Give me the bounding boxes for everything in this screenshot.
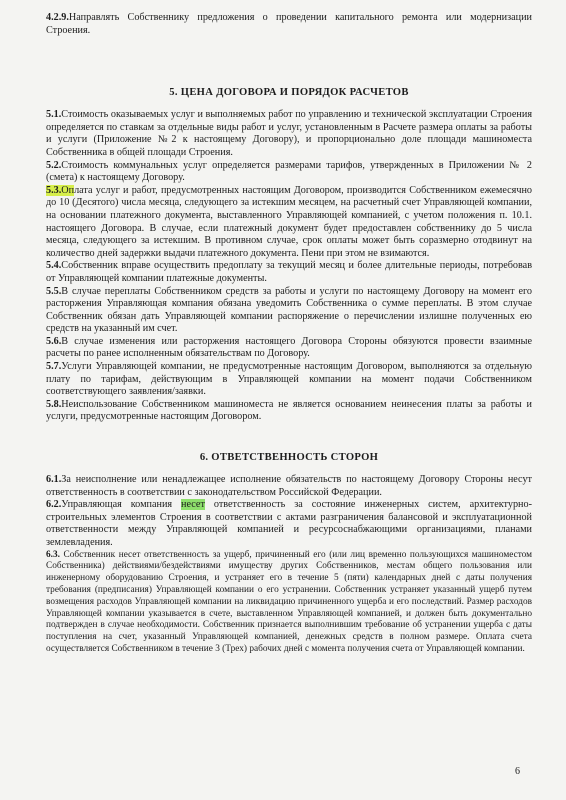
clause-number: 5.7. (46, 361, 62, 373)
clause-5-2 (46, 160, 532, 185)
clause-number: 5.1. (46, 109, 62, 121)
clause-5-3 (46, 185, 532, 261)
clause-number: 5.2. (46, 159, 62, 171)
clause-text: Собственник вправе осуществить предоплату за текущий месяц и более длительные периоды, потребовав от Управляющей компании платежные документы. (46, 260, 532, 284)
clause-4-2-9 (46, 12, 532, 37)
section-5-title: 5. ЦЕНА ДОГОВОРА И ПОРЯДОК РАСЧЕТОВ (169, 87, 409, 99)
clause-text: В случае изменения или расторжения настоящего Договора Стороны обязуются провести взаимные расчеты по ранее исполненным обязательствам по Договору. (46, 335, 532, 360)
clause-text: Услуги Управляющей компании, не предусмотренные настоящим Договором, выполняются за отдельную плату по тарифам, действующим в Управляющей компании на момент подачи Собственником соответствующего заявления/заявки. (46, 361, 532, 398)
section-6 (46, 452, 532, 656)
clause-text: За неисполнение или ненадлежащее исполнение обязательств по настоящему Договору Стороны несут ответственность в соответствии с законодательством Российской Федерации. (46, 474, 532, 498)
clause-6-1 (46, 474, 532, 499)
clause-number: 6.1. (46, 474, 62, 486)
section-6-title: 6. ОТВЕТСТВЕННОСТЬ СТОРОН (199, 452, 379, 464)
highlighted-text: несет (181, 499, 205, 511)
clause-text: Неиспользование Собственником машиноместа не является основанием неинесения платы за работы и услуги, предусмотренные настоящим Договором. (46, 398, 532, 423)
clause-5-8 (46, 399, 532, 424)
clause-6-3 (46, 550, 532, 656)
clause-text: лата услуг и работ, предусмотренных настоящим Договором, производится Собственником ежемесячно до 10 (Десятого) числа месяца, следующего за истекшим месяцем, на расчетный счет Управляющей компании, на основании платежного документа, выставленного Управляющей компанией, с учетом положения п. 10.1. настоящего Договора. В случае, если платежный документ будет предоставлен собственнику до 5 числа месяца, следующего за истекшим. В противном случае, срок оплаты может быть соразмерно отодвинут на количество дней задержки выдачи платежного документа. Пени при этом не взимаются. (46, 184, 532, 259)
clause-6-2 (46, 499, 532, 549)
clause-6-3-block (46, 550, 532, 656)
clause-number: 6.3. (46, 549, 60, 560)
section-5-body (46, 109, 532, 424)
clause-text: Направлять Собственнику предложения о проведении капитального ремонта или модернизации Строения. (46, 12, 532, 36)
clause-number: 6.2. (46, 499, 62, 511)
clause-text: Управляющая компания (61, 499, 182, 511)
clause-text: В случае переплаты Собственником средств за работы и услуги по настоящему Договору на момент его расторжения Управляющая компания обязана уведомить Собственника о сумме переплаты. В этом случае Собственник обязан дать Управляющей компании распоряжение о перечислении излишне полученных ею средств на указанный им счет. (46, 285, 532, 335)
clause-text: ответственность за состояние инженерных систем, архитектурно-строительных элементов Строения в соответствии с актами разграничения балансовой и эксплуатационной ответственности между Управляющей компанией и ресурсоснабжающими организациями, планами землевладения. (46, 499, 532, 548)
clause-5-1 (46, 109, 532, 159)
clause-number-highlighted: 5.3. (46, 184, 62, 196)
clause-number: 5.8. (46, 398, 62, 410)
clause-5-4 (46, 260, 532, 285)
clause-number: 5.5. (46, 285, 62, 297)
clause-text: Собственник несет ответственность за ущерб, причиненный его (или лиц временно пользующихся машиноместом Собственника) действиями/бездействиями имуществу других Собственников, местам общего пользования или инженерному оборудованию Строения, и устраняет его в течение 5 (пяти) календарных дней с даты получения требования (предписания) Управляющей компании о его устранении. Собственник устраняет указанный ущерб путем возмещения расходов Управляющей компании на ликвидацию причиненного ущерба и его последствий. Размер расходов Управляющей компании указывается в счете, выставленном Управляющей компанией, и должен быть документально подтвержден в случае необходимости. Собственник признается выполнившим требование об устранении ущерба с даты поступления на счет, указанный Управляющей компанией, денежных средств в полном размере. Оплата счета осуществляется Собственником в течение 3 (Трех) рабочих дней с момента получения счета от Управляющей компании. (46, 549, 532, 654)
clause-number: 5.4. (46, 260, 62, 272)
clause-text: Стоимость оказываемых услуг и выполняемых работ по управлению и технической эксплуатации Строения определяется по ставкам за отдельные виды работ и услуг, установленным в Расчете размера оплаты за работы и услуги (Приложение №2 к настоящему Договору), и пропорционально доле площади машиноместа Собственника в общей площади Строения. (46, 109, 532, 158)
clause-5-5 (46, 286, 532, 336)
clause-number: 4.2.9. (46, 12, 69, 23)
clause-5-7 (46, 361, 532, 399)
clause-5-6 (46, 336, 532, 361)
page-number: 6 (515, 766, 520, 777)
clause-number: 5.6. (46, 335, 62, 347)
highlighted-text: Оп (61, 184, 75, 196)
clause-text: Стоимость коммунальных услуг определяется размерами тарифов, утвержденных в Приложении № 2 (смета) к настоящему Договору. (46, 159, 532, 184)
